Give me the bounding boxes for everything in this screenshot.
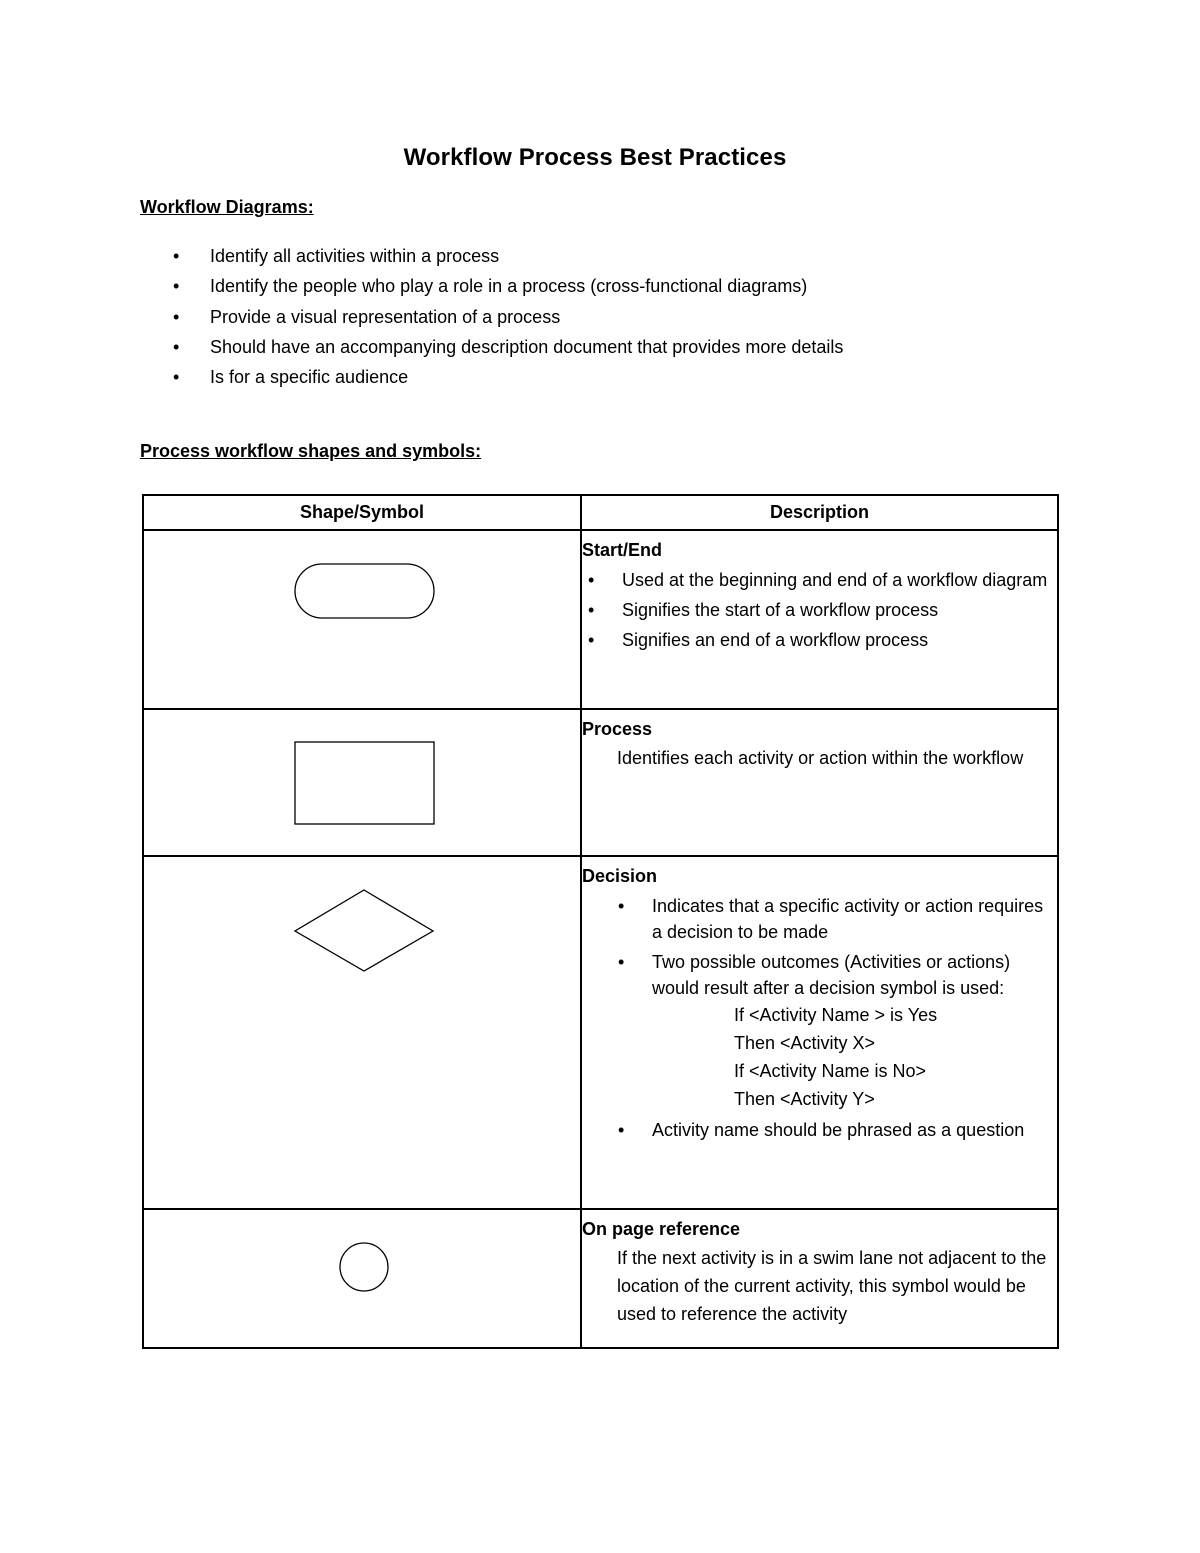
list-item: • Used at the beginning and end of a workflow diagram [582, 567, 1057, 593]
description-title: Process [582, 719, 653, 739]
bullet-icon: • [173, 336, 180, 357]
bullet-icon: • [173, 276, 180, 297]
bullet-icon: • [618, 1120, 625, 1140]
shape-cell [143, 709, 581, 856]
description-bullet-list [582, 893, 1057, 1001]
list-item: • Identify the people who play a role in a process (cross-functional diagrams) [173, 276, 808, 297]
table-row-start-end [143, 530, 1058, 709]
description-text: If the next activity is in a swim lane not adjacent to the location of the current activity, this symbol would be used to reference the activity [617, 1248, 1047, 1324]
bullet-icon: • [588, 570, 595, 590]
description-cell [581, 1209, 1058, 1348]
table-row-decision [143, 856, 1058, 1209]
description-bullet-list [582, 567, 1057, 653]
section-heading-shapes-symbols: Process workflow shapes and symbols: [140, 441, 482, 461]
diamond-icon [144, 857, 582, 1208]
list-item: • Should have an accompanying description document that provides more details [173, 336, 844, 357]
list-item: • Signifies an end of a workflow process [582, 627, 1057, 653]
condition-line: If <Activity Name is No> [734, 1061, 927, 1081]
table-header-row [143, 495, 1058, 530]
bullet-icon: • [588, 600, 595, 620]
condition-line: Then <Activity X> [734, 1033, 876, 1053]
bullet-icon: • [173, 367, 180, 388]
list-item: • Two possible outcomes (Activities or actions) would result after a decision symbol is used: [582, 949, 1057, 1001]
shape-cell [143, 856, 581, 1209]
description-cell [581, 709, 1058, 856]
circle-icon [144, 1210, 582, 1347]
description-cell [581, 530, 1058, 709]
description-title: Decision [582, 866, 658, 886]
list-item: • Activity name should be phrased as a question [582, 1117, 1057, 1143]
bullet-icon: • [618, 896, 625, 916]
bullet-icon: • [588, 630, 595, 650]
list-item: • Provide a visual representation of a process [173, 306, 561, 327]
bullet-icon: • [173, 306, 180, 327]
list-item: • Identify all activities within a process [173, 246, 500, 266]
description-title: Start/End [582, 540, 663, 560]
description-bullet-list [582, 1117, 1057, 1143]
description-text: Identifies each activity or action within the workflow [617, 748, 1024, 768]
table-row-process [143, 709, 1058, 856]
table-row-on-page-reference [143, 1209, 1058, 1348]
list-item: • Indicates that a specific activity or action requires a decision to be made [582, 893, 1057, 945]
column-header-description: Description [581, 495, 1058, 530]
section-heading-workflow-diagrams: Workflow Diagrams: [140, 197, 314, 217]
condition-line: Then <Activity Y> [734, 1089, 875, 1109]
list-item: • Signifies the start of a workflow process [582, 597, 1057, 623]
terminator-icon [144, 531, 582, 708]
bullet-icon: • [618, 952, 625, 972]
bullet-icon: • [173, 246, 180, 266]
description-cell [581, 856, 1058, 1209]
shapes-symbols-table [142, 494, 1059, 1349]
rectangle-icon [144, 710, 582, 855]
shape-cell [143, 1209, 581, 1348]
description-title: On page reference [582, 1219, 741, 1239]
page-title: Workflow Process Best Practices [403, 144, 787, 171]
column-header-shape: Shape/Symbol [143, 495, 581, 530]
list-item: • Is for a specific audience [173, 367, 409, 388]
workflow-diagrams-bullet-list [170, 244, 843, 395]
shape-cell [143, 530, 581, 709]
decision-conditions [582, 1001, 1057, 1113]
condition-line: If <Activity Name > is Yes [734, 1005, 938, 1025]
